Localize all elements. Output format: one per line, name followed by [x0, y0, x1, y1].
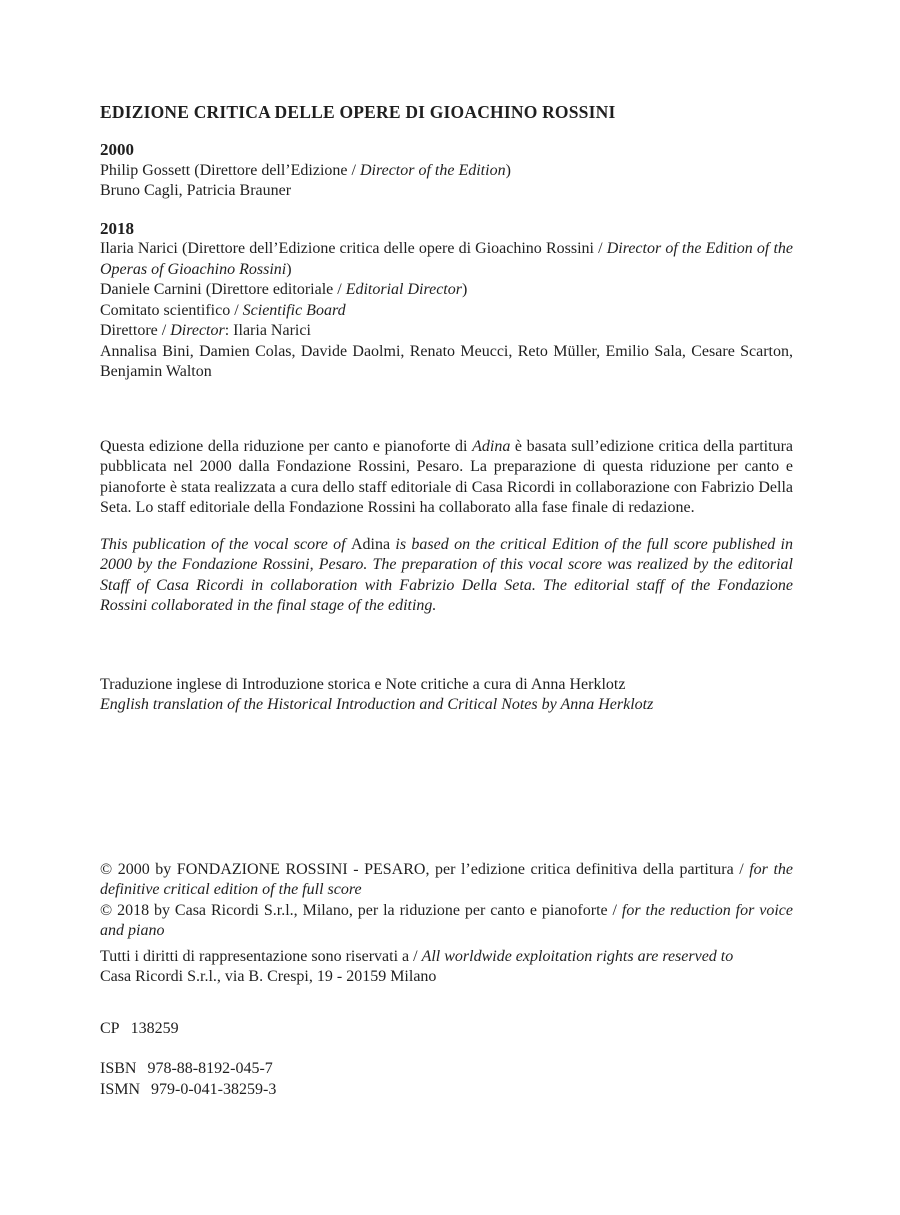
edition-2018-section: [100, 219, 793, 383]
text-segment-italic: This publication of the vocal score of: [100, 535, 351, 553]
text-segment: Questa edizione della riduzione per canto e pianoforte di: [100, 437, 473, 455]
text-segment-italic: English translation of the Historical Introduction and Critical Notes by Anna Herklotz: [100, 696, 654, 713]
text-segment: © 2000 by FONDAZIONE ROSSINI - PESARO, per l’edizione critica definitiva della partitura /: [100, 860, 750, 878]
text-segment: ): [505, 161, 511, 179]
ismn-value: 979-0-041-38259-3: [151, 1080, 277, 1098]
edition-2000-year: 2000: [100, 140, 134, 159]
translation-credits: [100, 675, 793, 716]
text-segment: Direttore /: [100, 322, 171, 339]
translation-credit-italian: [100, 675, 793, 696]
translation-credit-english: [100, 695, 793, 716]
text-segment-italic: Scientific Board: [242, 301, 346, 319]
edition-2000-section: [100, 140, 793, 202]
text-segment: Philip Gossett (Direttore dell’Edizione /: [100, 161, 360, 179]
text-segment: : Ilaria Narici: [224, 322, 311, 339]
text-segment: Daniele Carnini (Direttore editoriale /: [100, 281, 346, 298]
edition-note-english: [100, 535, 793, 617]
isbn-value: 978-88-8192-045-7: [147, 1060, 273, 1077]
text-segment: Tutti i diritti di rappresentazione sono riservati a /: [100, 947, 422, 965]
text-segment-italic: Director of the Edition of the Operas of Gioachino Rossini: [100, 240, 793, 278]
text-segment: © 2018 by Casa Ricordi S.r.l., Milano, per la riduzione per canto e pianoforte /: [100, 901, 622, 919]
edition-2018-board-members-line: [100, 342, 793, 383]
text-segment-italic: All worldwide exploitation rights are reserved to: [421, 947, 734, 965]
text-segment: Casa Ricordi S.r.l., via B. Crespi, 19 - 20159 Milano: [100, 968, 437, 985]
text-segment-italic: Adina: [472, 437, 511, 455]
text-segment: Comitato scientifico /: [100, 301, 243, 319]
ismn-label: ISMN: [100, 1080, 141, 1098]
text-segment-italic: Director of the Edition: [359, 161, 506, 179]
plate-number: [100, 1019, 793, 1040]
copyright-block: [100, 860, 793, 942]
text-segment-italic: Editorial Director: [345, 281, 462, 298]
edition-2018-board-line: [100, 301, 793, 322]
ismn: [100, 1080, 793, 1101]
page-title: EDIZIONE CRITICA DELLE OPERE DI GIOACHINO ROSSINI: [100, 102, 616, 122]
text-segment: Ilaria Narici (Direttore dell’Edizione critica delle opere di Gioachino Rossini /: [100, 240, 607, 257]
plate-number-label: CP: [100, 1019, 120, 1037]
text-segment-italic: is based on the critical Edition of the full score published in 2000 by the Fondazione Rossini, Pesaro. The preparation of this vocal score was realized by the editorial Staff of Casa Ricordi in collaboration with Fabrizio Della Seta. The editorial staff of the Fondazione Rossini collaborated in the final stage of the editing.: [100, 535, 794, 614]
edition-2000-director-line: [100, 161, 793, 182]
text-segment: Annalisa Bini, Damien Colas, Davide Daolmi, Renato Meucci, Reto Müller, Emilio Sala, Cesare Scarton, Benjamin Walton: [100, 342, 793, 380]
edition-2018-editorial-director-line: [100, 280, 793, 301]
edition-note-italian: [100, 437, 793, 519]
copyright-2018-line: [100, 901, 793, 942]
edition-2018-director-line: [100, 239, 793, 280]
plate-number-value: 138259: [130, 1019, 179, 1037]
text-segment: ): [286, 260, 292, 278]
edition-2018-board-director-line: [100, 321, 793, 342]
text-segment: Bruno Cagli, Patricia Brauner: [100, 182, 292, 199]
text-segment: Adina: [350, 535, 391, 553]
text-segment: ): [461, 281, 468, 298]
text-segment: Traduzione inglese di Introduzione storica e Note critiche a cura di Anna Herklotz: [100, 675, 626, 693]
publisher-address-line: [100, 967, 793, 988]
edition-2018-year: 2018: [100, 218, 134, 238]
isbn-label: ISBN: [100, 1060, 137, 1077]
copyright-2000-line: [100, 860, 793, 901]
isbn: [100, 1059, 793, 1080]
text-segment: è basata sull’edizione critica della partitura pubblicata nel 2000 dalla Fondazione Rossini, Pesaro. La preparazione di questa riduzione per canto e pianoforte è stata realizzata a cura dello staff editoriale di Casa Ricordi in collaborazione con Fabrizio Della Seta. Lo staff editoriale della Fondazione Rossini ha collaborato alla fase finale di redazione.: [100, 437, 794, 516]
text-segment-italic: for the reduction for voice and piano: [100, 901, 793, 939]
rights-reserved-line: [100, 947, 793, 968]
text-segment-italic: for the definitive critical edition of the full score: [100, 860, 793, 898]
rights-block: [100, 947, 793, 988]
edition-2000-editors-line: [100, 181, 793, 202]
text-segment-italic: Director: [170, 322, 225, 339]
